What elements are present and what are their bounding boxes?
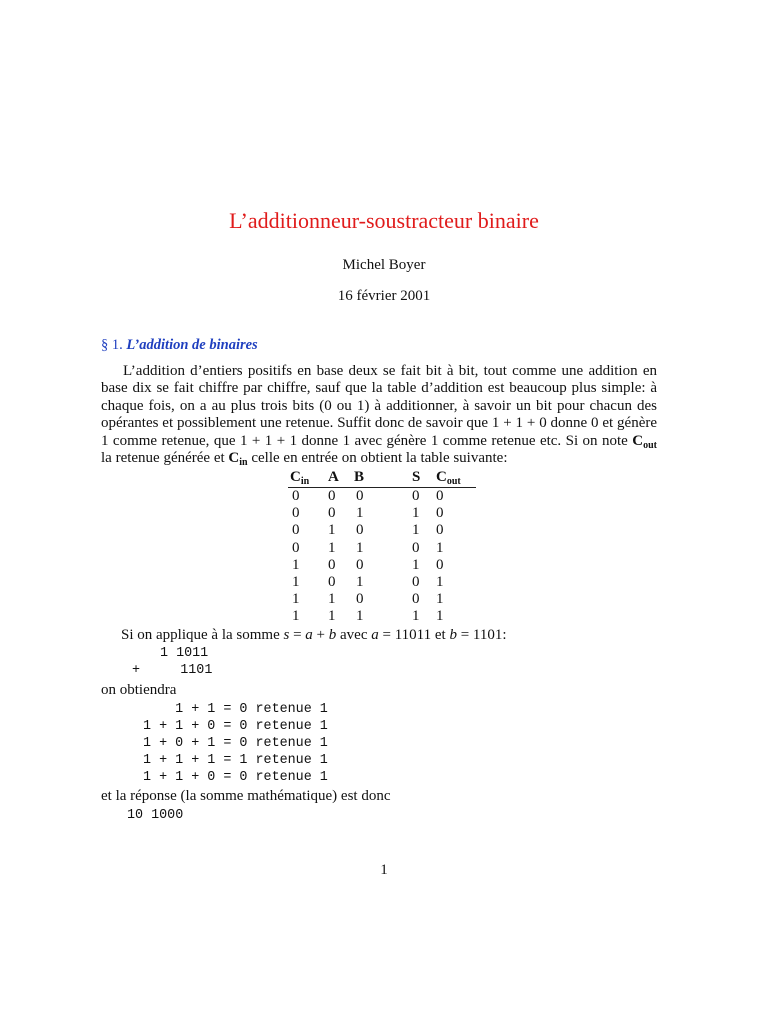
table-cell-s: 1: [412, 505, 420, 522]
para-text-4: la retenue générée et: [101, 450, 229, 467]
table-cell-s: 0: [412, 574, 420, 590]
table-cell-a: 0: [328, 556, 336, 573]
table-cell-a: 1: [328, 522, 336, 539]
step-line-5: 1 + 1 + 0 = 0 retenue 1: [143, 770, 328, 785]
apply-sentence: Si on applique à la somme s = a + b avec a = 11011 et b = 1101:: [121, 627, 507, 643]
table-header-b: B: [354, 469, 365, 485]
section-heading: [101, 337, 258, 354]
table-cell-cout: 1: [436, 539, 444, 556]
table-cell-b: 0: [356, 556, 364, 573]
operand-line-2: + 1101: [132, 663, 213, 678]
table-cell-cin: 0: [292, 505, 300, 522]
para-text-2: donne 0 et génère 1 comme retenue, que: [101, 415, 658, 449]
document-date: 16 février 2001: [337, 288, 431, 304]
table-header-s: S: [412, 469, 421, 485]
step-line-1: 1 + 1 = 0 retenue 1: [143, 702, 328, 717]
table-cell-a: 0: [328, 505, 336, 522]
page-number: 1: [380, 862, 388, 878]
table-header-a: A: [328, 469, 339, 485]
table-cell-b: 0: [356, 488, 364, 504]
step-line-4: 1 + 1 + 1 = 1 retenue 1: [143, 753, 328, 768]
para-text-5: celle en entrée on obtient la table suivante:: [247, 450, 508, 467]
obtain-text: on obtiendra: [101, 682, 177, 698]
table-cell-cin: 1: [292, 591, 300, 608]
table-cell-cout: 1: [436, 608, 444, 625]
answer-text: et la réponse (la somme mathématique) est donc: [101, 788, 391, 804]
table-cell-cin: 0: [292, 539, 300, 556]
table-cell-cout: 1: [436, 591, 444, 608]
answer-value: 10 1000: [127, 808, 184, 823]
math-expr-2: 1 + 1 + 1: [239, 432, 298, 449]
table-cell-cout: 0: [436, 488, 444, 504]
table-cell-cout: 0: [436, 522, 444, 539]
table-cell-cin: 1: [292, 608, 300, 625]
table-header-cin: $C_{in}$: [290, 469, 310, 487]
cout-symbol: $C_{out}$: [632, 432, 657, 451]
operand-line-1: 1 1011: [160, 646, 209, 661]
step-line-2: 1 + 1 + 0 = 0 retenue 1: [143, 719, 328, 734]
intro-paragraph: [101, 363, 657, 467]
table-cell-s: 0: [412, 591, 420, 608]
table-cell-s: 0: [412, 539, 420, 556]
table-cell-a: 0: [328, 574, 336, 590]
table-cell-cout: 0: [436, 505, 444, 522]
table-header-rule: [288, 487, 476, 488]
table-cell-cout: 0: [436, 556, 444, 573]
cin-symbol: $C_{in}$: [228, 450, 248, 469]
table-cell-cout: 1: [436, 574, 444, 590]
document-title: L’additionneur-soustracteur binaire: [229, 208, 539, 233]
table-header-cout: $C_{out}$: [436, 469, 461, 487]
para-text-3: donne 1 avec génère 1 comme retenue etc. Si on note: [297, 432, 633, 449]
author-name: Michel Boyer: [342, 257, 426, 273]
table-cell-b: 1: [356, 505, 364, 522]
table-cell-a: 1: [328, 608, 336, 625]
table-cell-s: 1: [412, 522, 420, 539]
math-expr-1: 1 + 1 + 0: [491, 415, 547, 432]
table-cell-a: 1: [328, 539, 336, 556]
table-cell-cin: 0: [292, 488, 300, 504]
table-cell-b: 0: [356, 522, 364, 539]
table-cell-b: 1: [356, 608, 364, 625]
table-cell-cin: 1: [292, 556, 300, 573]
table-cell-s: 1: [412, 556, 420, 573]
table-cell-b: 1: [356, 539, 364, 556]
para-text-1: L’addition d’entiers positifs en base deux se fait bit à bit, tout comme une addition en base dix se fait chiffre par chiffre, sauf que la table d’addition est beaucoup plus simple: à chaque fois, on a au plus trois bits (0 ou 1) à additionner, à savoir un bit pour chacun des opérantes et possiblement une retenue. Suffit donc de savoir que: [101, 363, 657, 432]
section-number: § 1.: [101, 337, 123, 353]
table-cell-b: 1: [356, 574, 364, 590]
table-cell-a: 1: [328, 591, 336, 608]
truth-table: [288, 469, 476, 625]
table-cell-s: 1: [412, 608, 420, 625]
step-line-3: 1 + 0 + 1 = 0 retenue 1: [143, 736, 328, 751]
table-cell-cin: 1: [292, 574, 300, 590]
table-cell-cin: 0: [292, 522, 300, 539]
table-cell-s: 0: [412, 488, 420, 504]
table-cell-a: 0: [328, 488, 336, 504]
table-cell-b: 0: [356, 591, 364, 608]
section-title: L’addition de binaires: [126, 337, 258, 353]
